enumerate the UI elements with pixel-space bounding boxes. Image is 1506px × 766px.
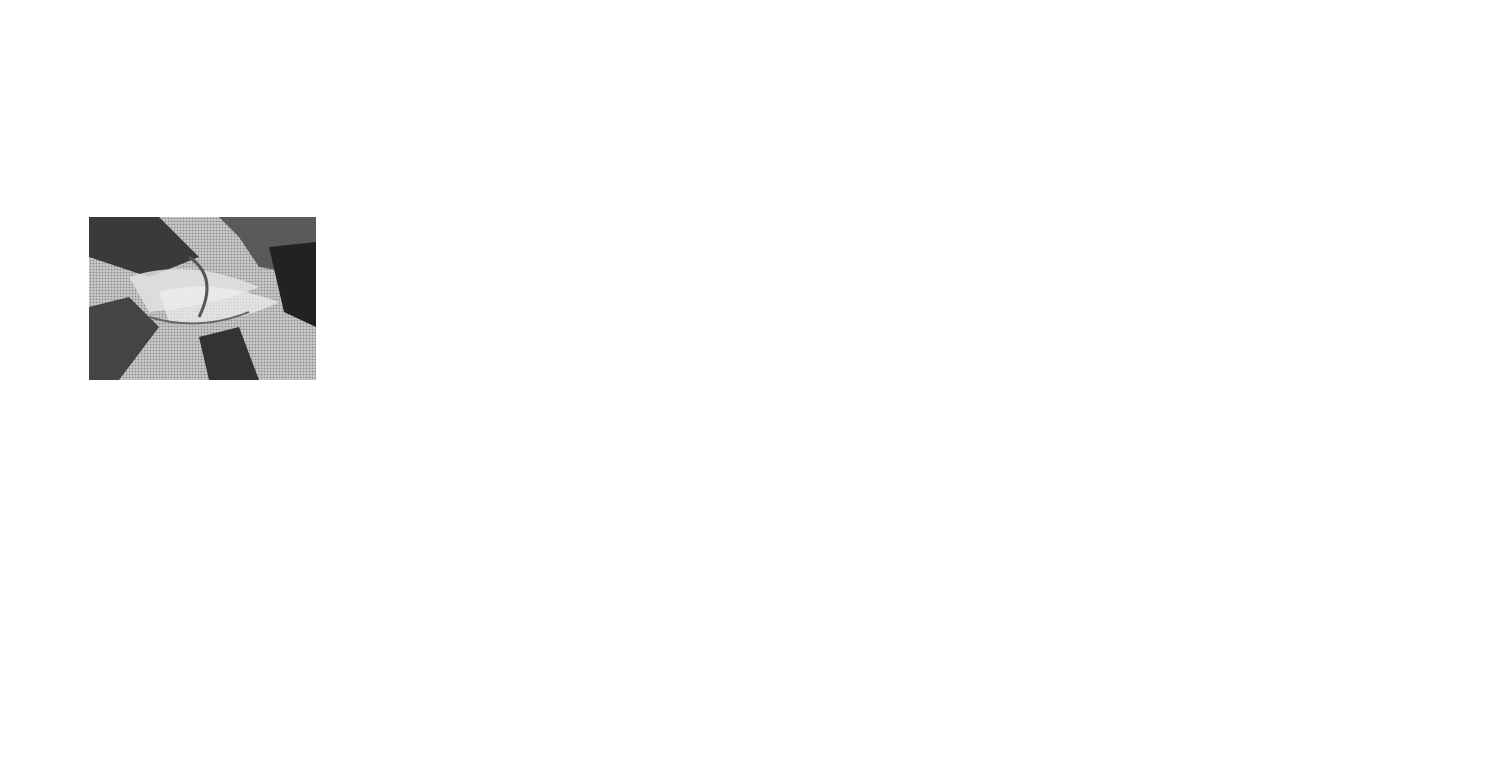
- scan-edge-artifact: [0, 730, 1506, 766]
- hands-photo: [89, 217, 316, 380]
